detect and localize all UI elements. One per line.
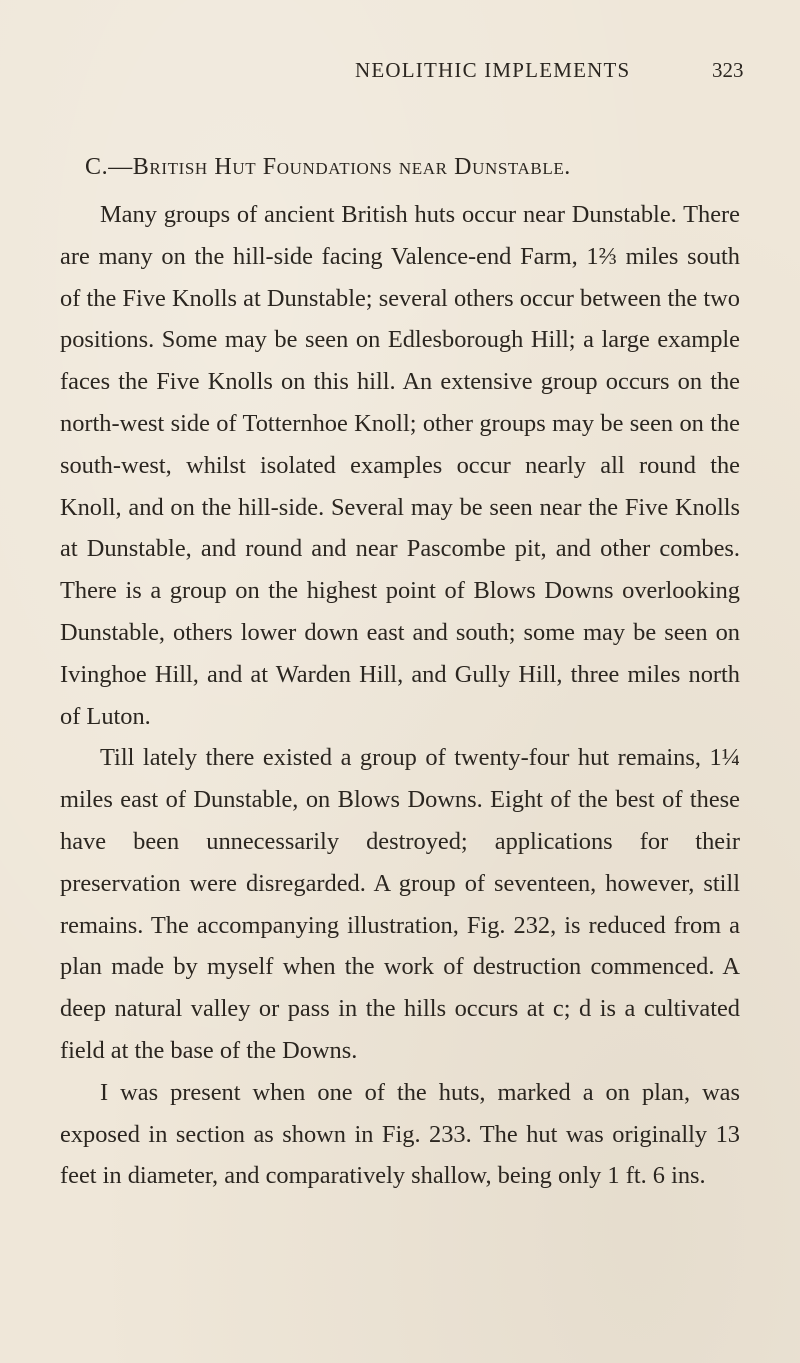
running-head <box>0 58 800 98</box>
paragraph-hut-section: I was present when one of the huts, marked a on plan, was exposed in section as shown in Fig. 233. The hut was originally 13 feet in diameter, and comparatively shallow, being only 1 ft. 6 ins. <box>60 1078 740 1190</box>
page-number: 323 <box>712 58 744 82</box>
running-title: NEOLITHIC IMPLEMENTS <box>355 58 631 82</box>
page-content <box>60 148 740 1197</box>
paragraph-blows-downs: Till lately there existed a group of twenty-four hut remains, 1¼ miles east of Dunstable, on Blows Downs. Eight of the best of these have been unnecessarily destroyed; applications for their preservation were disregarded. A group of seventeen, however, still remains. The accompanying illustration, Fig. 232, is reduced from a plan made by myself when the work of destruction commenced. A deep natural valley or pass in the hills occurs at c; d is a cultivated field at the base of the Downs. <box>60 744 740 1064</box>
section-heading: C.—British Hut Foundations near Dunstable. <box>85 154 571 180</box>
paragraph-hut-groups: Many groups of ancient British huts occur near Dunstable. There are many on the hill-side facing Valence-end Farm, 1⅔ miles south of the Five Knolls at Dunstable; several others occur between the two positions. Some may be seen on Edlesborough Hill; a large example faces the Five Knolls on this hill. An extensive group occurs on the north-west side of Totternhoe Knoll; other groups may be seen on the south-west, whilst isolated examples occur nearly all round the Knoll, and on the hill-side. Several may be seen near the Five Knolls at Dunstable, and round and near Pascombe pit, and other combes. There is a group on the highest point of Blows Downs overlooking Dunstable, others lower down east and south; some may be seen on Ivinghoe Hill, and at Warden Hill, and Gully Hill, three miles north of Luton. <box>60 201 740 730</box>
